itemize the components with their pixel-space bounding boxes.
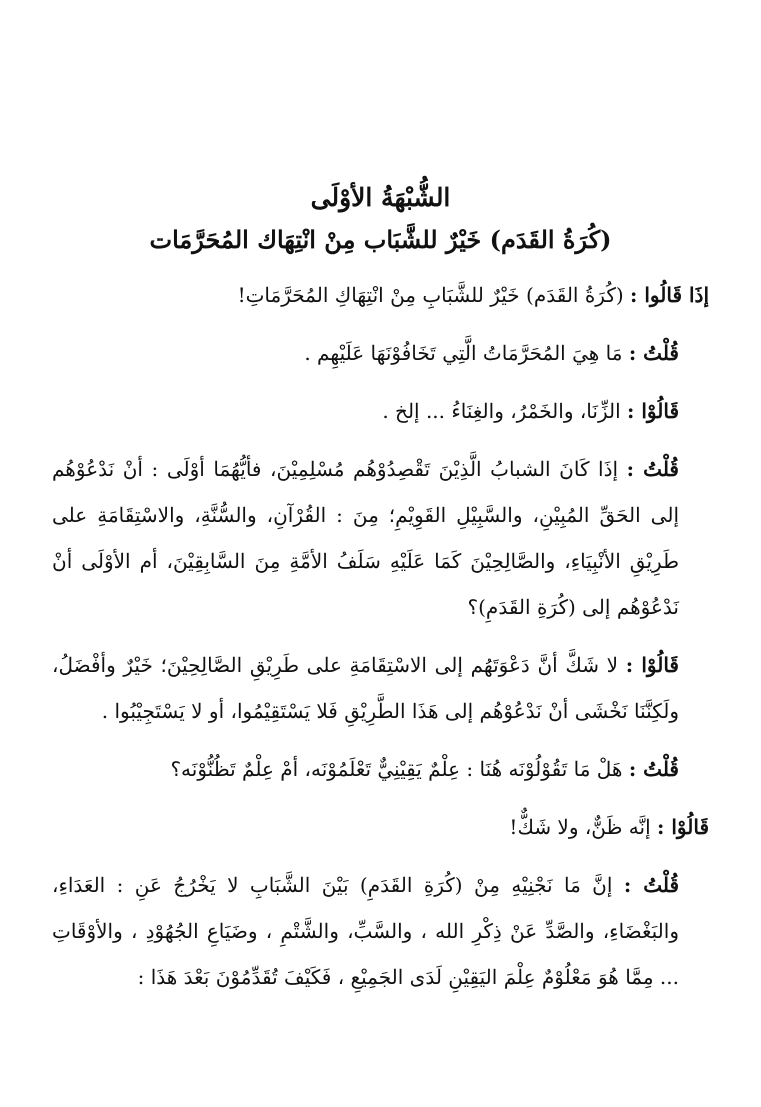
paragraph-5 [52, 642, 709, 734]
speaker-label: قَالُوْا : [627, 399, 679, 423]
paragraph-4 [52, 446, 709, 630]
paragraph-1 [52, 272, 709, 318]
body-text [52, 272, 709, 1012]
paragraph-2 [52, 330, 709, 376]
paragraph-text: إنَّه ظَنٌّ، ولا شَكٌّ! [509, 815, 658, 839]
section-title: الشُّبْهَةُ الأوْلَى [310, 183, 451, 212]
paragraph-text: (كُرَةُ القَدَم) خَيْرٌ للشَّبَابِ مِنْ انْتِهَاكِ المُحَرَّمَاتِ! [237, 283, 631, 307]
paragraph-7 [52, 804, 709, 850]
speaker-label: قُلْتُ : [623, 873, 680, 897]
speaker-label: قُلْتُ : [628, 341, 679, 365]
paragraph-text: هَلْ مَا تَقُوْلُوْنَه هُنَا : عِلْمٌ يَقِيْنِيٌّ تَعْلَمُوْنَه، أمْ عِلْمٌ تَظُنُّوْنَه؟ [170, 757, 629, 781]
speaker-label: قُلْتُ : [628, 757, 679, 781]
paragraph-text: لا شَكَّ أنَّ دَعْوَتَهُم إلى الاسْتِقَامَةِ على طَرِيْقِ الصَّالِحِيْنَ؛ خَيْرٌ وأفْضَلُ، ولَكِنَّنَا نَخْشَى أنْ نَدْعُوْهُم إلى هَذَا الطَّرِيْقِ فَلا يَسْتَقِيْمُوا، أو لا يَسْتَجِيْبُوا . [52, 653, 679, 723]
paragraph-3 [52, 388, 709, 434]
heading-block [60, 178, 701, 260]
paragraph-text: مَا هِيَ المُحَرَّمَاتُ الَّتِي تَخَافُوْنَهَا عَلَيْهِم . [304, 341, 629, 365]
speaker-label: قُلْتُ : [626, 457, 679, 481]
speaker-label: قَالُوْا : [657, 815, 709, 839]
speaker-label: إذَا قَالُوا : [630, 283, 709, 307]
paragraph-text: إذَا كَانَ الشبابُ الَّذِيْنَ تَقْصِدُوْهُم مُسْلِمِيْنَ، فأيُّهُمَا أوْلَى : أنْ نَدْعُوْهُم إلى الحَقِّ المُبِيْنِ، والسَّبِيْلِ القَوِيْمِ؛ مِنَ : القُرْآنِ، والسُّنَّةِ، والاسْتِقَامَةِ على طَرِيْقِ الأنْبِيَاءِ، والصَّالِحِيْنَ كَمَا عَلَيْهِ سَلَفُ الأمَّةِ مِنَ السَّابِقِيْنَ، أم الأوْلَى أنْ نَدْعُوْهُم إلى (كُرَةِ القَدَمِ)؟ [52, 457, 679, 619]
paragraph-text: إنَّ مَا نَجْنِيْهِ مِنْ (كُرَةِ القَدَمِ) بَيْنَ الشَّبَابِ لا يَخْرُجُ عَنِ : العَدَاءِ، والبَغْضَاءِ، والصَّدِّ عَنْ ذِكْرِ الله ، والسَّبِّ، والشَّتْمِ ، وضَيَاعِ الجُهُوْدِ ، والأوْقَاتِ ... مِمَّا هُوَ مَعْلُوْمٌ عِلْمَ اليَقِيْنِ لَدَى الجَمِيْعِ ، فَكَيْفَ تُقَدِّمُوْنَ بَعْدَ هَذَا : [52, 873, 679, 989]
paragraph-8 [52, 862, 709, 1000]
speaker-label: قَالُوْا : [625, 653, 679, 677]
paragraph-text: الزِّنَا، والخَمْرُ، والغِنَاءُ ... إلخ . [382, 399, 628, 423]
section-subtitle: (كُرَةُ القَدَم) خَيْرٌ للشَّبَاب مِنْ انْتِهَاك المُحَرَّمَات [149, 225, 612, 254]
paragraph-6 [52, 746, 709, 792]
